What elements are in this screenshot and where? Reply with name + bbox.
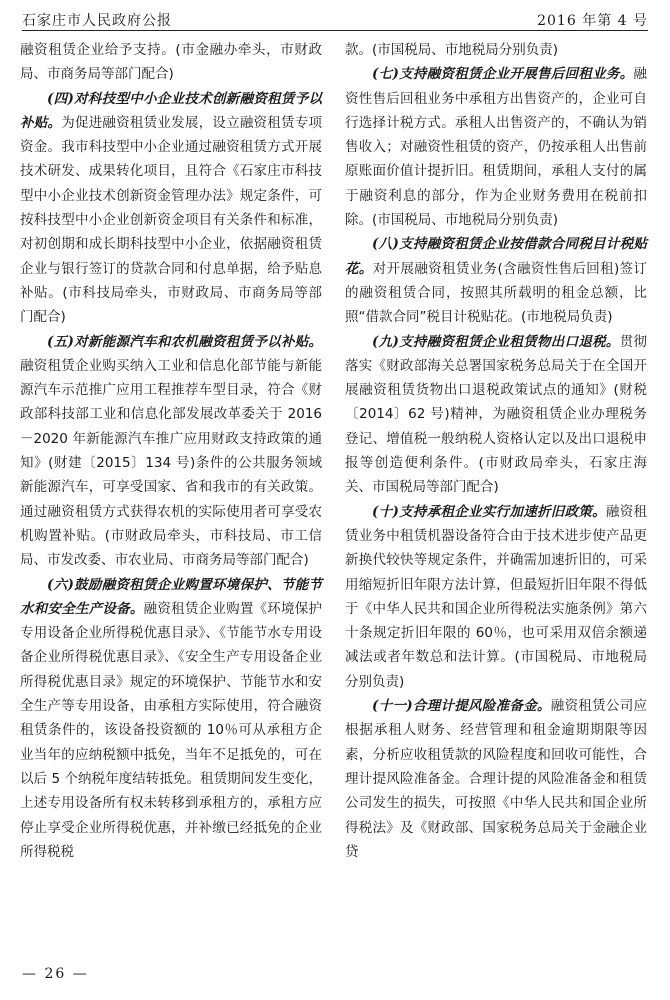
paragraph [345,500,647,694]
section-heading: (十一)合理计提风险准备金。 [372,698,551,715]
paragraph [20,330,322,573]
section-heading: (七)支持融资租赁企业开展售后回租业务。 [372,66,634,83]
paragraph-text: 融资租赁企业购置《环境保护专用设备企业所得税优惠目录》、《节能节水专用设备企业所得税优惠目录》、《安全生产专用设备企业所得税优惠目录》规定的环境保护、节能节水和安全生产等专用设备，由承租方实际使用，符合融资租赁条件的，该设备投资额的 10％可从承租方企业当年的应纳税额中抵免，当年不足抵免的，可在以后 5 个纳税年度结转抵免。租赁期间发生变化，上述专用设备所有权未转移到承租方的，承租方应停止享受企业所得税优惠，并补缴已经抵免的企业所得税税 [20,600,323,860]
section-heading: (六)鼓励融资租赁企业购置环境保护、节能节水和安全生产设备。 [20,576,322,617]
paragraph-text: 融资租赁公司应根据承租人财务、经营管理和租金逾期期限等因素，分析应收租赁款的风险程度和回收可能性，合理计提风险准备金。合理计提的风险准备金和租赁公司发生的损失，可按照《中华人民共和国企业所得税法》及《财政部、国家税务总局关于金融企业贷 [345,698,647,860]
paragraph [345,62,647,232]
paragraph [345,38,647,62]
paragraph [20,38,322,87]
paragraph-text: 贯彻落实《财政部海关总署国家税务总局关于在全国开展融资租赁货物出口退税政策试点的通知》(财税〔2014〕62 号)精神，为融资租赁企业办理税务登记、增值税一般纳税人资格认定以及出口退税申报等创造便利条件。(市财政局牵头，石家庄海关、市国税局等部门配合) [345,333,648,496]
paragraph [345,694,647,864]
section-heading: (八)支持融资租赁企业按借款合同税目计税贴花。 [345,236,647,277]
paragraph-text: 融资租赁企业购买纳入工业和信息化部节能与新能源汽车示范推广应用工程推荐车型目录，符合《财政部科技部工业和信息化部发展改革委关于 2016－2020 年新能源汽车推广应用财政支持政策的通知》(财建〔2015〕134 号)条件的公共服务领域新能源汽车，可享受国家、省和我市的有关政策。通过融资租赁方式获得农机的实际使用者可享受农机购置补贴。(市财政局牵头，市科技局、市工信局、市发改委、市农业局、市商务局等部门配合) [20,357,322,569]
paragraph-text: 融资租赁企业给予支持。(市金融办牵头，市财政局、市商务局等部门配合) [20,42,322,83]
section-heading: (五)对新能源汽车和农机融资租赁予以补贴。 [47,333,322,350]
paragraph [20,87,322,330]
paragraph [20,573,322,865]
paragraph [345,330,647,500]
running-header [22,6,648,31]
section-heading: (四)对科技型中小企业技术创新融资租赁予以补贴。 [20,90,322,131]
page-number: — 26 — [22,966,89,982]
publication-title: 石家庄市人民政府公报 [22,13,172,29]
paragraph-text: 融资性售后回租业务中承租方出售资产的，企业可自行选择计税方式。承租人出售资产的，不确认为销售收入；对融资性租赁的资产，仍按承租人出售前原账面价值计提折旧。租赁期间，承租人支付的属于融资利息的部分，作为企业财务费用在税前扣除。(市国税局、市地税局分别负责) [345,66,647,229]
section-heading: (九)支持融资租赁企业租赁物出口退税。 [372,333,620,350]
paragraph [345,232,647,329]
issue-number: 2016 年第 4 号 [537,13,648,29]
paragraph-text: 为促进融资租赁业发展，设立融资租赁专项资金。我市科技型中小企业通过融资租赁方式开展技术研发、成果转化项目，且符合《石家庄市科技型中小企业技术创新资金管理办法》规定条件，可按科技型中小企业创新资金项目有关条件和标准，对初创期和成长期科技型中小企业，依据融资租赁企业与银行签订的贷款合同和付息单据，给予贴息补贴。(市科技局牵头，市财政局、市商务局等部门配合) [20,114,323,326]
right-column [345,38,647,864]
left-column [20,38,322,864]
paragraph-text: 对开展融资租赁业务(含融资性售后回租)签订的融资租赁合同，按照其所载明的租金总额，比照“借款合同”税目计税贴花。(市地税局负责) [345,260,647,326]
section-heading: (十)支持承租企业实行加速折旧政策。 [372,503,606,520]
paragraph-text: 融资租赁业务中租赁机器设备符合由于技术进步使产品更新换代较快等规定条件，并确需加速折旧的，可采用缩短折旧年限方法计算，但最短折旧年限不得低于《中华人民共和国企业所得税法实施条例》第六十条规定折旧年限的 60％，也可采用双倍余额递减法或者年数总和法计算。(市国税局、市地税局分别负责) [345,503,647,690]
paragraph-text: 款。(市国税局、市地税局分别负责) [345,42,559,58]
